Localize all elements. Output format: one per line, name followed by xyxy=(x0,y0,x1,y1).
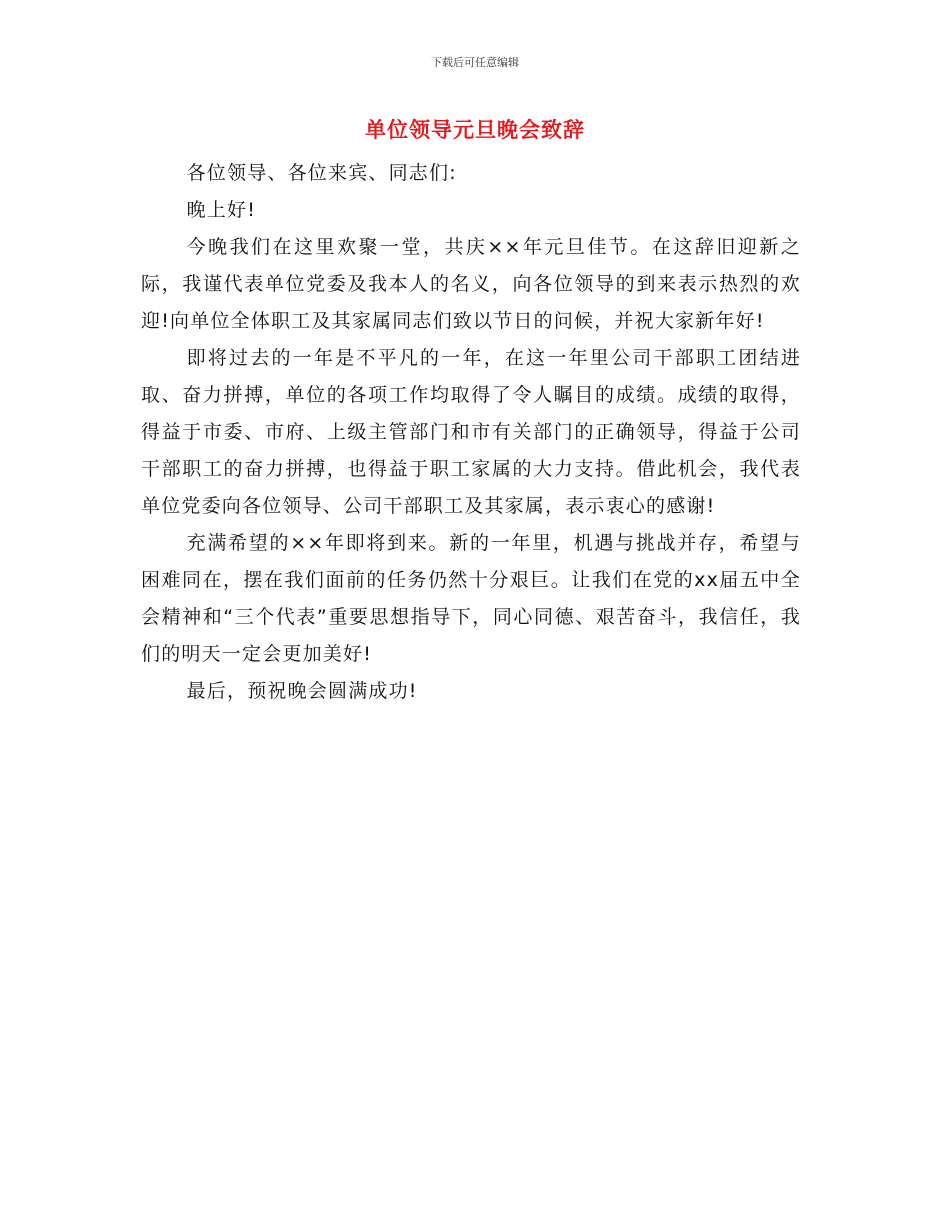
closing-paragraph: 最后，预祝晚会圆满成功! xyxy=(186,680,418,702)
body-paragraph: 充满希望的××年即将到来。新的一年里，机遇与挑战并存，希望与困难同在，摆在我们面前的任务仍然十分艰巨。让我们在党的xx届五中全会精神和“三个代表”重要思想指导下，同心同德、艰苦奋斗，我信任，我们的明天一定会更加美好! xyxy=(141,532,801,665)
header-note: 下载后可任意编辑 xyxy=(431,56,519,69)
document-body xyxy=(141,155,801,710)
salutation-paragraph: 各位领导、各位来宾、同志们: xyxy=(186,162,457,184)
body-paragraph: 即将过去的一年是不平凡的一年，在这一年里公司干部职工团结进取、奋力拼搏，单位的各项工作均取得了令人瞩目的成绩。成绩的取得，得益于市委、市府、上级主管部门和市有关部门的正确领导，得益于公司干部职工的奋力拼搏，也得益于职工家属的大力支持。借此机会，我代表单位党委向各位领导、公司干部职工及其家属，表示衷心的感谢! xyxy=(141,347,801,517)
greeting-paragraph: 晚上好! xyxy=(186,199,257,221)
document-title: 单位领导元旦晚会致辞 xyxy=(365,118,585,142)
body-paragraph: 今晚我们在这里欢聚一堂，共庆××年元旦佳节。在这辞旧迎新之际，我谨代表单位党委及我本人的名义，向各位领导的到来表示热烈的欢迎!向单位全体职工及其家属同志们致以节日的问候，并祝大家新年好! xyxy=(141,236,801,332)
